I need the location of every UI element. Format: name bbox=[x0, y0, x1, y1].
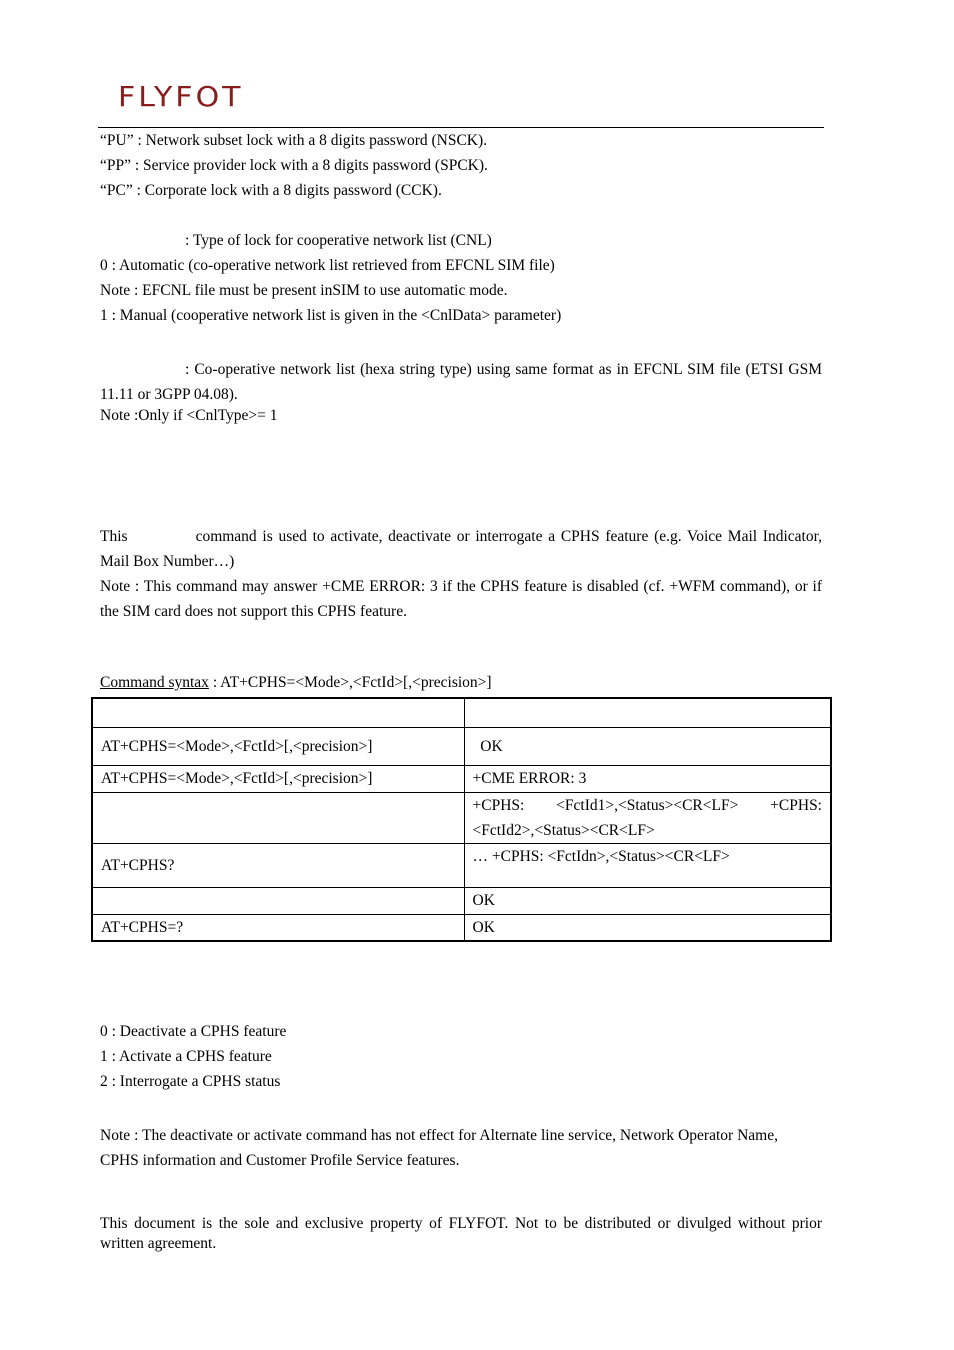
table-header-row bbox=[92, 698, 831, 727]
table-cell: AT+CPHS=<Mode>,<FctId>[,<precision>] bbox=[92, 727, 464, 765]
cnl-type-manual: 1 : Manual (cooperative network list is given in the <CnlData> parameter) bbox=[100, 307, 562, 324]
table-row bbox=[92, 843, 831, 887]
lock-type-pp: “PP” : Service provider lock with a 8 digits password (SPCK). bbox=[100, 157, 488, 174]
table-cell: OK bbox=[464, 887, 831, 914]
command-syntax-value: : AT+CPHS=<Mode>,<FctId>[,<precision>] bbox=[208, 674, 492, 691]
mode-note: Note : The deactivate or activate command has not effect for Alternate line service, Network Operator Name, CPHS information and Customer Profile Service features. bbox=[100, 1127, 778, 1169]
command-note: Note : This command may answer +CME ERROR: 3 if the CPHS feature is disabled (cf. +WFM command), or if the SIM card does not support this CPHS feature. bbox=[100, 578, 822, 620]
cnl-type-description: : Type of lock for cooperative network list (CNL) bbox=[185, 232, 492, 249]
description-lead: This bbox=[100, 528, 128, 545]
footer-disclaimer: This document is the sole and exclusive property of FLYFOT. Not to be distributed or divulged without prior written agreement. bbox=[100, 1215, 822, 1252]
mode-deactivate: 0 : Deactivate a CPHS feature bbox=[100, 1023, 287, 1040]
mode-interrogate: 2 : Interrogate a CPHS status bbox=[100, 1073, 281, 1090]
command-syntax bbox=[100, 674, 492, 692]
lock-type-pc: “PC” : Corporate lock with a 8 digits password (CCK). bbox=[100, 182, 442, 199]
table-cell bbox=[464, 698, 831, 727]
table-row bbox=[92, 887, 831, 914]
cnl-type-note: Note : EFCNL file must be present inSIM to use automatic mode. bbox=[100, 282, 508, 299]
table-cell: OK bbox=[464, 914, 831, 941]
lock-type-pu: “PU” : Network subset lock with a 8 digits password (NSCK). bbox=[100, 132, 488, 149]
table-row bbox=[92, 914, 831, 941]
command-syntax-label: Command syntax bbox=[100, 674, 209, 691]
table-cell bbox=[92, 698, 464, 727]
table-cell: +CPHS: <FctId1>,<Status><CR<LF> +CPHS: <FctId2>,<Status><CR<LF> bbox=[464, 792, 831, 843]
table-cell bbox=[92, 792, 464, 843]
table-cell: AT+CPHS=<Mode>,<FctId>[,<precision>] bbox=[92, 765, 464, 792]
table-cell: AT+CPHS=? bbox=[92, 914, 464, 941]
table-row bbox=[92, 765, 831, 792]
table-cell: +CME ERROR: 3 bbox=[464, 765, 831, 792]
cnl-data-note: Note :Only if <CnlType>= 1 bbox=[100, 407, 278, 424]
description-text: command is used to activate, deactivate or interrogate a CPHS feature (e.g. Voice Mail Indicator, Mail Box Number…) bbox=[100, 528, 822, 570]
table-row bbox=[92, 727, 831, 765]
command-description bbox=[100, 524, 822, 574]
table-cell: AT+CPHS? bbox=[92, 843, 464, 887]
header-divider bbox=[98, 127, 824, 128]
mode-activate: 1 : Activate a CPHS feature bbox=[100, 1048, 272, 1065]
table-row bbox=[92, 792, 831, 843]
cnl-data-description: : Co-operative network list (hexa string type) using same format as in EFCNL SIM file (ETSI GSM 11.11 or 3GPP 04.08). bbox=[100, 361, 822, 403]
table-cell bbox=[92, 887, 464, 914]
company-logo: FLYFOT bbox=[118, 81, 244, 114]
table-cell: … +CPHS: <FctIdn>,<Status><CR<LF> bbox=[464, 843, 831, 887]
cnl-type-automatic: 0 : Automatic (co-operative network list retrieved from EFCNL SIM file) bbox=[100, 257, 555, 274]
table-cell: OK bbox=[464, 727, 831, 765]
command-table bbox=[91, 697, 832, 942]
